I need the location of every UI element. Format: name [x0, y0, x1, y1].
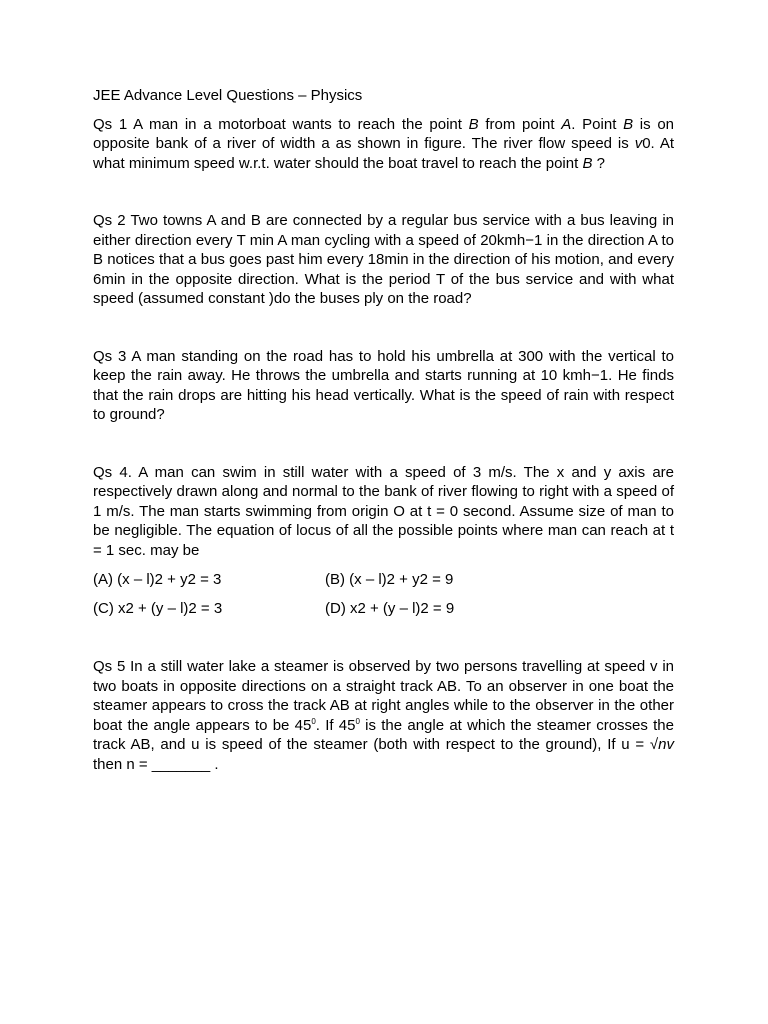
option-row: [93, 599, 674, 619]
spacer: [93, 173, 674, 211]
q1-point-b: B: [623, 115, 634, 133]
q5-nv: nv: [658, 736, 674, 753]
spacer: [93, 628, 674, 657]
option-a: (A) (x – l)2 + y2 = 3: [93, 571, 222, 588]
option-c: (C) x2 + (y – l)2 = 3: [93, 600, 223, 617]
q1-text: ?: [592, 154, 605, 172]
question-1: [93, 115, 674, 174]
q1-text: Qs 1 A man in a motorboat wants to reach the point: [93, 115, 469, 133]
q1-point-a: A: [561, 115, 572, 133]
spacer: [93, 309, 674, 347]
degree-superscript: 0: [311, 716, 316, 726]
question-5: [93, 657, 674, 774]
q1-text: . Point: [571, 115, 624, 133]
question-4-options: [93, 570, 674, 619]
q1-text: is on opposite bank of a river of width a as shown in figure. The river flow speed is: [93, 115, 674, 152]
spacer: [93, 425, 674, 463]
question-4: Qs 4. A man can swim in still water with a speed of 3 m/s. The x and y axis are respectively drawn along and normal to the bank of river flowing to right with a speed of 1 m/s. The man starts swimming from origin O at t = 0 second. Assume size of man to be negligible. The equation of locus of all the possible points where man can reach at t = 1 sec. may be: [93, 463, 674, 559]
q1-text: from point: [478, 115, 562, 133]
option-b: (B) (x – l)2 + y2 = 9: [325, 571, 454, 588]
question-2: Qs 2 Two towns A and B are connected by a regular bus service with a bus leaving in either direction every T min A man cycling with a speed of 20kmh−1 in the direction A to B notices that a bus goes past him every 18min in the direction of his motion, and every 6min in the opposite direction. What is the period T of the bus service and with what speed (assumed constant )do the buses ply on the road?: [93, 212, 674, 307]
q1-point-b: B: [582, 154, 593, 172]
q5-text: then n = _______ .: [93, 755, 219, 773]
q5-text: is the angle at which the steamer crosses the track AB, and u is speed of the steamer (both with respect to the ground), If u = √: [93, 716, 674, 753]
q1-point-b: B: [468, 115, 479, 133]
document-content: [93, 86, 674, 774]
q5-text: Qs 5 In a still water lake a steamer is observed by two persons travelling at speed v in two boats in opposite directions on a straight track AB. To an observer in one boat the steamer appears to cross the track AB at right angles while to the observer in the other boat the angle appears to be 45: [93, 658, 674, 734]
question-3: Qs 3 A man standing on the road has to hold his umbrella at 300 with the vertical to keep the rain away. He throws the umbrella and starts running at 10 kmh−1. He finds that the rain drops are hitting his head vertically. What is the speed of rain with respect to ground?: [93, 347, 674, 423]
q5-text: . If 45: [315, 716, 356, 734]
degree-superscript: 0: [355, 716, 360, 726]
option-d: (D) x2 + (y – l)2 = 9: [325, 600, 455, 617]
page-title: JEE Advance Level Questions – Physics: [93, 87, 363, 104]
option-row: [93, 570, 674, 590]
q1-speed-v: v: [634, 135, 643, 152]
q1-text: 0. At what minimum speed w.r.t. water should the boat travel to reach the point: [93, 135, 674, 172]
